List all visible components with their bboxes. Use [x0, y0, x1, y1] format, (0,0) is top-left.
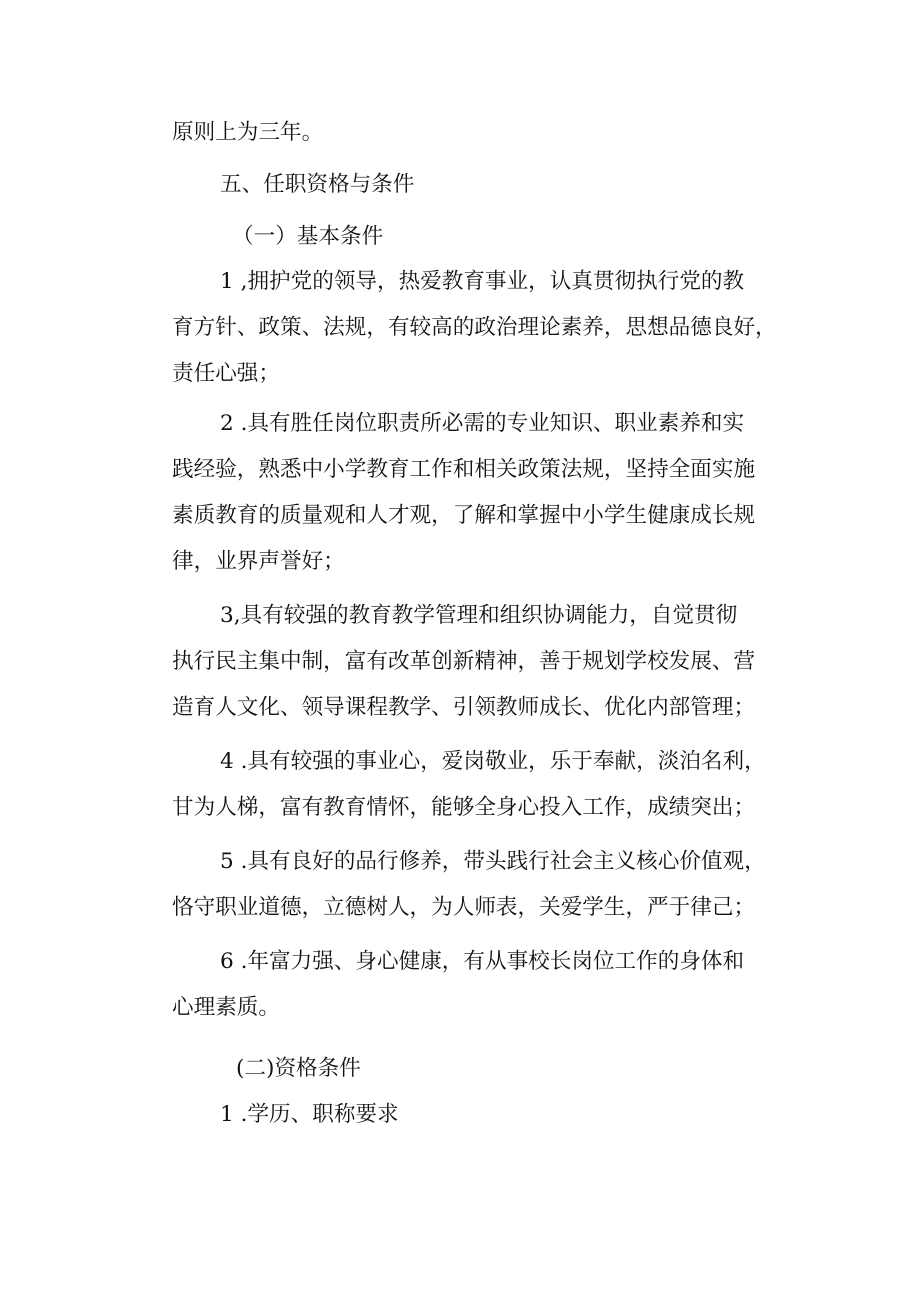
paragraph-line: 造育人文化、领导课程教学、引领教师成长、优化内部管理； — [172, 695, 756, 720]
paragraph-line: 1 .学历、职称要求 — [220, 1102, 399, 1127]
paragraph-line: 育方针、政策、法规，有较高的政治理论素养，思想品德良好， — [172, 315, 777, 340]
paragraph-line: 责任心强； — [172, 361, 280, 386]
paragraph-line: 4 .具有较强的事业心，爱岗敬业，乐于奉献，淡泊名利， — [220, 749, 766, 774]
paragraph-line: 践经验，熟悉中小学教育工作和相关政策法规，坚持全面实施 — [172, 457, 756, 482]
subsection-heading: （一）基本条件 — [232, 224, 384, 249]
paragraph-line: 2 .具有胜任岗位职责所必需的专业知识、职业素养和实 — [220, 411, 745, 436]
paragraph-line: 素质教育的质量观和人才观，了解和掌握中小学生健康成长规 — [172, 503, 756, 528]
paragraph-line: 原则上为三年。 — [172, 120, 324, 145]
paragraph-line: 5 .具有良好的品行修养，带头践行社会主义核心价值观， — [220, 849, 766, 874]
paragraph-line: 恪守职业道德，立德树人，为人师表，关爱学生，严于律己； — [172, 895, 756, 920]
section-heading: 五、任职资格与条件 — [220, 172, 415, 197]
paragraph-line: 律，业界声誉好； — [172, 549, 345, 574]
paragraph-line: 甘为人梯，富有教育情怀，能够全身心投入工作，成绩突出； — [172, 795, 756, 820]
paragraph-line: 3,具有较强的教育教学管理和组织协调能力，自觉贯彻 — [220, 603, 738, 628]
paragraph-line: 心理素质。 — [172, 995, 280, 1020]
paragraph-line: 执行民主集中制，富有改革创新精神，善于规划学校发展、营 — [172, 649, 756, 674]
paragraph-line: 1 ,拥护党的领导，热爱教育事业，认真贯彻执行党的教 — [220, 269, 745, 294]
paragraph-line: 6 .年富力强、身心健康，有从事校长岗位工作的身体和 — [220, 949, 745, 974]
subsection-heading: (二)资格条件 — [236, 1056, 361, 1081]
